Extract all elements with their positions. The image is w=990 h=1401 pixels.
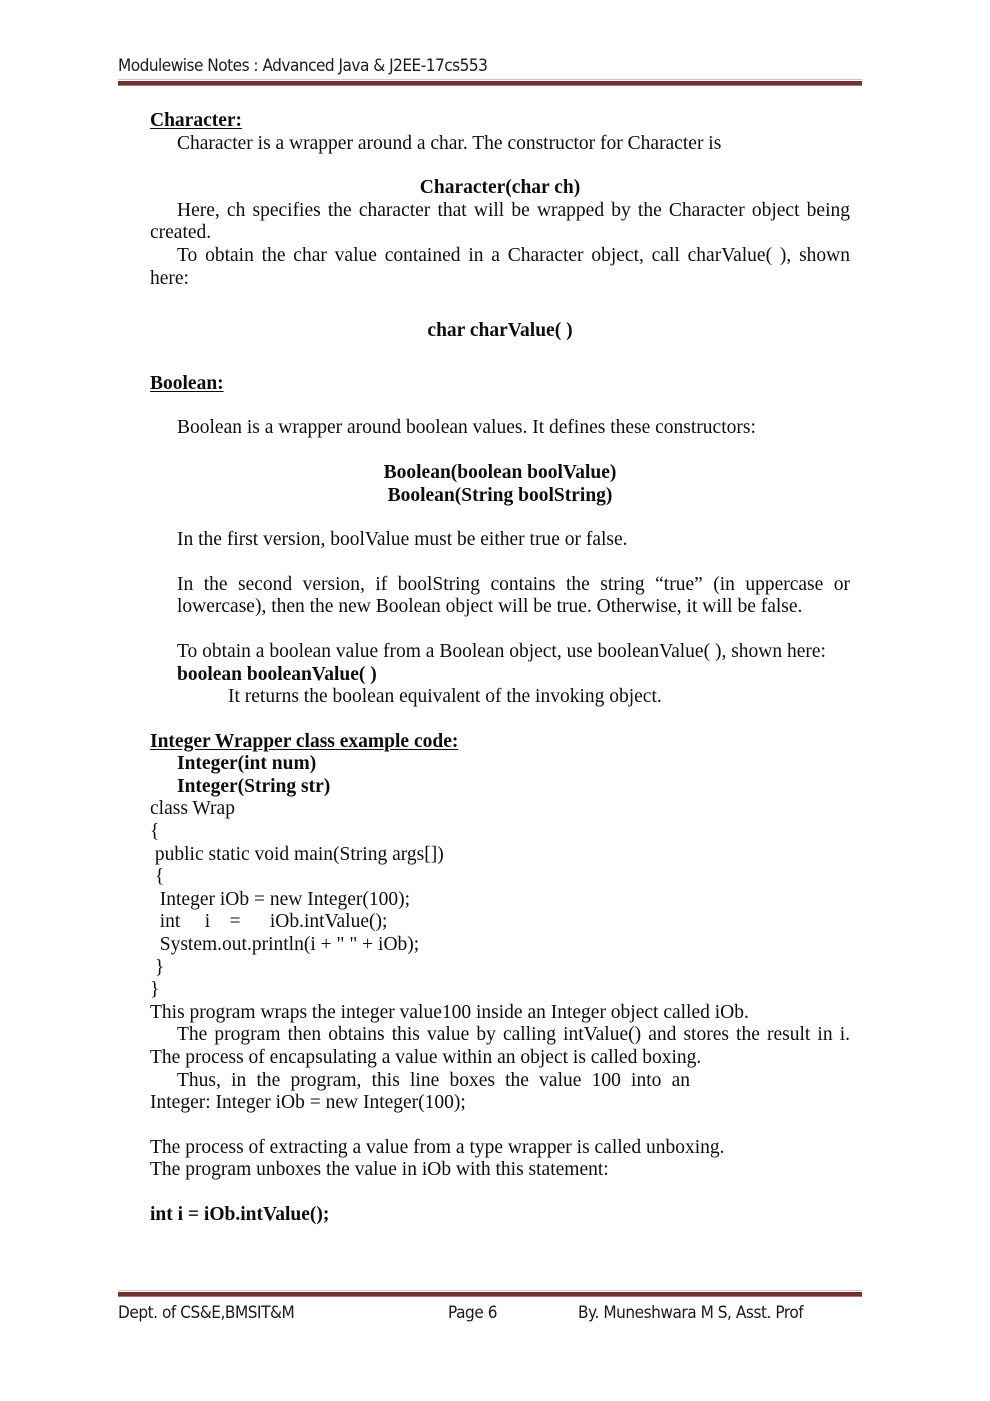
spacer: [150, 343, 850, 373]
header-rule: [118, 79, 862, 86]
code-line: System.out.println(i + " " + iOb);: [150, 934, 420, 956]
character-obtain-paragraph: To obtain the char value contained in a Character object, call charValue( ), shown here:: [150, 244, 855, 289]
footer-page-number: Page 6: [448, 1303, 497, 1322]
code-line: {: [150, 866, 165, 888]
boolean-constructor-signature-2: Boolean(String boolString): [387, 484, 613, 506]
document-header: [118, 56, 862, 86]
integer-unbox-statement: int i = iOb.intValue();: [150, 1203, 330, 1225]
spacer: [150, 1115, 850, 1137]
boolean-intro-paragraph: Boolean is a wrapper around boolean values. It defines these constructors:: [177, 417, 756, 439]
spacer: [150, 440, 850, 462]
character-constructor-signature: Character(char ch): [419, 177, 581, 199]
header-title: Modulewise Notes : Advanced Java & J2EE-17cs553: [118, 56, 488, 75]
document-body: [150, 110, 855, 1227]
integer-unboxing-paragraph-line-2: The program unboxes the value in iOb with this statement:: [150, 1159, 609, 1181]
integer-wraps-paragraph: This program wraps the integer value100 inside an Integer object called iOb.: [150, 1001, 749, 1023]
integer-thus-paragraph-line-1: Thus, in the program, this line boxes the value 100 into an: [177, 1069, 690, 1091]
integer-thus-paragraph-line-2: Integer: Integer iOb = new Integer(100);: [150, 1092, 466, 1114]
document-footer: [118, 1286, 862, 1322]
spacer: [150, 155, 850, 177]
boolean-returns-paragraph: It returns the boolean equivalent of the invoking object.: [228, 686, 662, 708]
code-line: Integer iOb = new Integer(100);: [150, 888, 411, 910]
boolean-first-version-paragraph: In the first version, boolValue must be either true or false.: [177, 529, 628, 551]
integer-constructor-signature-1: Integer(int num): [177, 753, 317, 775]
heading-boolean: Boolean:: [150, 372, 224, 394]
footer-department: Dept. of CS&E,BMSIT&M: [118, 1303, 295, 1322]
boolean-booleanvalue-method: boolean booleanValue( ): [177, 663, 377, 685]
character-charvalue-method: char charValue( ): [427, 320, 573, 342]
character-intro-paragraph: Character is a wrapper around a char. The constructor for Character is: [177, 132, 722, 154]
integer-example-code-block: [150, 798, 850, 1001]
integer-constructor-signature-2: Integer(String str): [177, 775, 331, 797]
boolean-constructor-signature-1: Boolean(boolean boolValue): [383, 461, 617, 483]
code-line: class Wrap: [150, 798, 235, 820]
spacer: [150, 395, 850, 417]
heading-character: Character:: [150, 110, 243, 131]
boolean-obtain-paragraph: To obtain a boolean value from a Boolean object, use booleanValue( ), shown here:: [177, 640, 826, 662]
integer-obtains-paragraph: The program then obtains this value by calling intValue() and stores the result in i. The process of encapsulating a value within an object is called boxing.: [150, 1024, 855, 1068]
spacer: [150, 507, 850, 529]
code-line: {: [150, 821, 160, 843]
code-line: int i = iOb.intValue();: [150, 911, 388, 933]
spacer: [150, 290, 850, 320]
footer-row: [118, 1303, 862, 1322]
spacer: [150, 709, 850, 731]
code-line: }: [150, 956, 165, 978]
code-line: }: [150, 979, 160, 1001]
character-here-paragraph: Here, ch specifies the character that will be wrapped by the Character object being created.: [150, 199, 855, 244]
spacer: [150, 552, 850, 574]
footer-rule: [118, 1290, 862, 1297]
heading-integer-wrapper: Integer Wrapper class example code:: [150, 730, 459, 752]
spacer: [150, 1182, 850, 1204]
code-line: public static void main(String args[]): [150, 843, 444, 865]
footer-author: By. Muneshwara M S, Asst. Prof: [578, 1303, 804, 1322]
integer-unboxing-paragraph-line-1: The process of extracting a value from a type wrapper is called unboxing.: [150, 1136, 725, 1158]
boolean-second-version-paragraph: In the second version, if boolString contains the string “true” (in uppercase or lowercase), then the new Boolean object will be true. Otherwise, it will be false.: [177, 573, 855, 618]
spacer: [150, 619, 850, 641]
